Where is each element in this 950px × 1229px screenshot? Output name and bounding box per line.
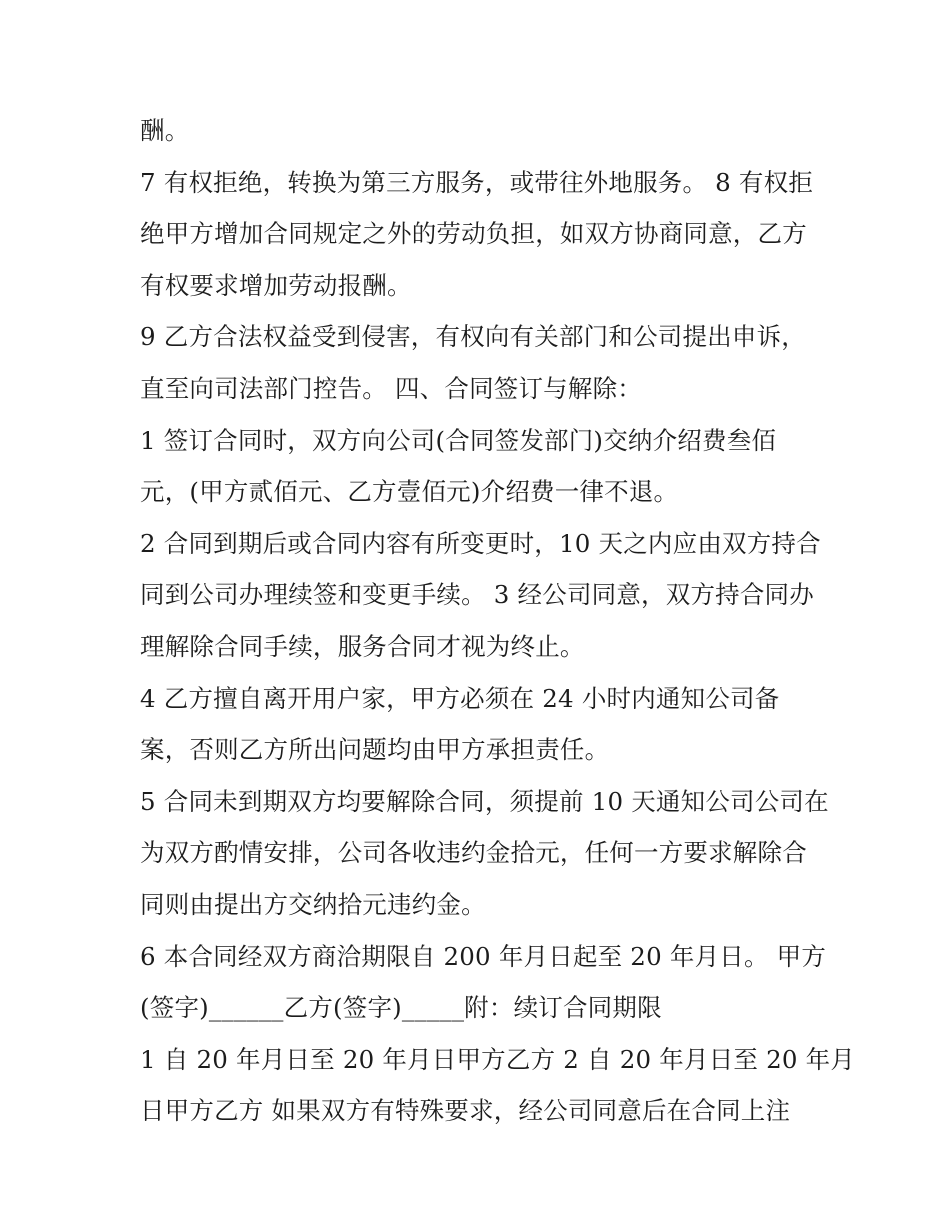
text-line: 有权要求增加劳动报酬。 xyxy=(140,270,412,300)
text-line: 绝甲方增加合同规定之外的劳动负担，如双方协商同意，乙方 xyxy=(140,219,807,249)
text-line: 直至向司法部门控告。 四、合同签订与解除： xyxy=(140,373,642,403)
text-line: (签字)______乙方(签字)_____附：续订合同期限 xyxy=(140,993,662,1023)
contract-text-body xyxy=(140,105,856,1137)
text-line: 5 合同未到期双方均要解除合同，须提前 10 天通知公司公司在 xyxy=(140,786,829,816)
text-line: 同则由提出方交纳拾元违约金。 xyxy=(140,889,486,919)
text-line: 1 自 20 年月日至 20 年月日甲方乙方 2 自 20 年月日至 20 年月 xyxy=(140,1044,856,1074)
text-line: 4 乙方擅自离开用户家，甲方必须在 24 小时内通知公司备 xyxy=(140,683,780,713)
text-line: 同到公司办理续签和变更手续。 3 经公司同意，双方持合同办 xyxy=(140,580,814,610)
text-line: 酬。 xyxy=(140,116,190,145)
text-line: 案，否则乙方所出问题均由甲方承担责任。 xyxy=(140,735,610,765)
text-line: 9 乙方合法权益受到侵害，有权向有关部门和公司提出申诉， xyxy=(140,322,806,352)
text-line: 1 签订合同时，双方向公司(合同签发部门)交纳介绍费叁佰 xyxy=(140,425,777,455)
text-line: 2 合同到期后或合同内容有所变更时，10 天之内应由双方持合 xyxy=(140,528,821,558)
text-line: 6 本合同经双方商洽期限自 200 年月日起至 20 年月日。 甲方 xyxy=(140,941,827,971)
text-line: 日甲方乙方 如果双方有特殊要求，经公司同意后在合同上注 xyxy=(140,1096,791,1126)
text-line: 为双方酌情安排，公司各收违约金拾元，任何一方要求解除合 xyxy=(140,838,807,868)
text-line: 元，(甲方贰佰元、乙方壹佰元)介绍费一律不退。 xyxy=(140,477,679,507)
text-line: 7 有权拒绝，转换为第三方服务，或带往外地服务。 8 有权拒 xyxy=(140,167,814,197)
text-line: 理解除合同手续，服务合同才视为终止。 xyxy=(140,631,585,661)
